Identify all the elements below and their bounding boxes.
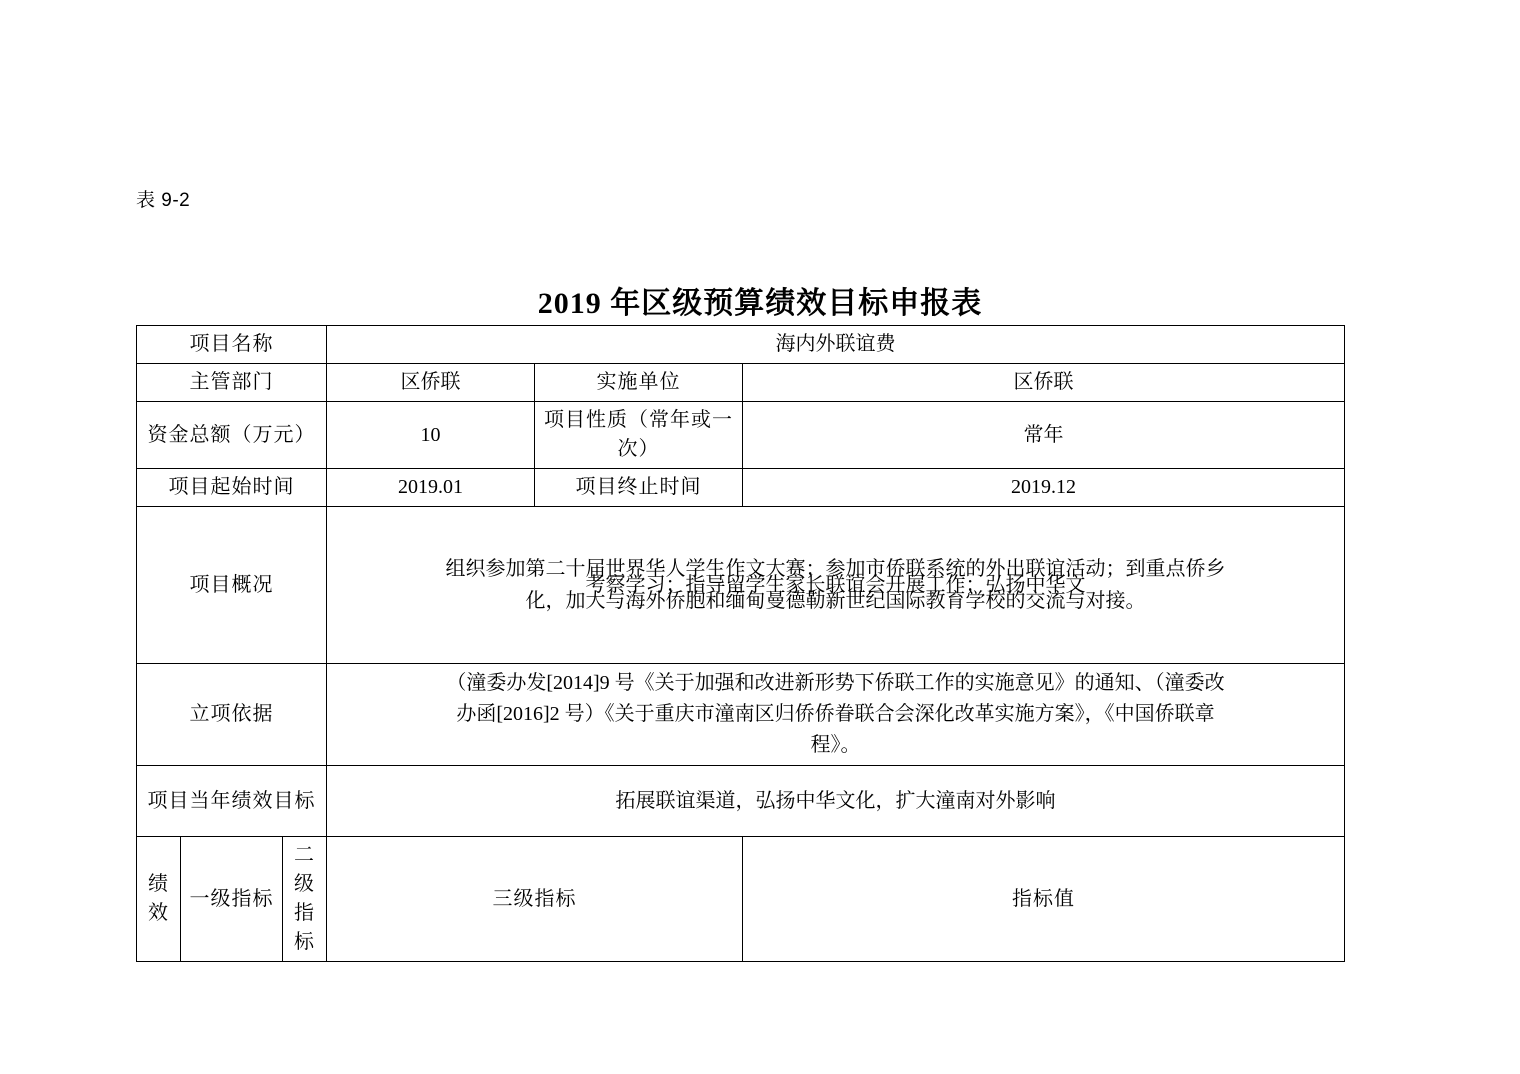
basis-line-1: （潼委办发[2014]9 号《关于加强和改进新形势下侨联工作的实施意见》的通知、（潼委改 <box>446 672 1225 694</box>
start-value: 2019.01 <box>327 469 535 507</box>
goal-value: 拓展联谊渠道，弘扬中华文化，扩大潼南对外影响 <box>327 766 1345 837</box>
budget-performance-table <box>136 325 1345 962</box>
amount-value: 10 <box>327 402 535 469</box>
level2-indicator-label: 二级指标 <box>283 837 327 962</box>
overview-line-2: 考察学习；指导留学生家长联谊会开展工作；弘扬中华文 <box>585 574 1086 596</box>
nature-value: 常年 <box>743 402 1345 469</box>
overview-line-3: 化，加大与海外侨胞和缅甸曼德勒新世纪国际教育学校的交流与对接。 <box>525 590 1146 612</box>
project-name-label: 项目名称 <box>137 326 327 364</box>
table-header-row <box>137 837 1345 962</box>
performance-label: 绩效 <box>137 837 181 962</box>
level1-indicator-label: 一级指标 <box>181 837 283 962</box>
overview-line-1: 组织参加第二十届世界华人学生作文大赛；参加市侨联系统的外出联谊活动；到重点侨乡 <box>445 558 1226 580</box>
page-title: 2019 年区级预算绩效目标申报表 <box>537 287 983 320</box>
unit-value: 区侨联 <box>743 364 1345 402</box>
dept-label: 主管部门 <box>137 364 327 402</box>
basis-label: 立项依据 <box>137 664 327 766</box>
start-label: 项目起始时间 <box>137 469 327 507</box>
form-number-label: 表 9-2 <box>136 190 191 211</box>
table-row <box>137 402 1345 469</box>
overview-value <box>327 507 1345 664</box>
indicator-value-label: 指标值 <box>743 837 1345 962</box>
table-row <box>137 469 1345 507</box>
unit-label: 实施单位 <box>535 364 743 402</box>
table-row <box>137 507 1345 664</box>
overview-label: 项目概况 <box>137 507 327 664</box>
end-label: 项目终止时间 <box>535 469 743 507</box>
basis-line-3: 程》。 <box>810 734 861 756</box>
amount-label: 资金总额（万元） <box>137 402 327 469</box>
nature-label: 项目性质（常年或一次） <box>535 402 743 469</box>
goal-label: 项目当年绩效目标 <box>137 766 327 837</box>
table-row <box>137 326 1345 364</box>
dept-value: 区侨联 <box>327 364 535 402</box>
table-row <box>137 664 1345 766</box>
basis-value <box>327 664 1345 766</box>
table-row <box>137 766 1345 837</box>
project-name-value: 海内外联谊费 <box>327 326 1345 364</box>
end-value: 2019.12 <box>743 469 1345 507</box>
basis-line-2: 办函[2016]2 号）《关于重庆市潼南区归侨侨眷联合会深化改革实施方案》，《中国侨联章 <box>456 703 1215 725</box>
level3-indicator-label: 三级指标 <box>327 837 743 962</box>
table-row <box>137 364 1345 402</box>
